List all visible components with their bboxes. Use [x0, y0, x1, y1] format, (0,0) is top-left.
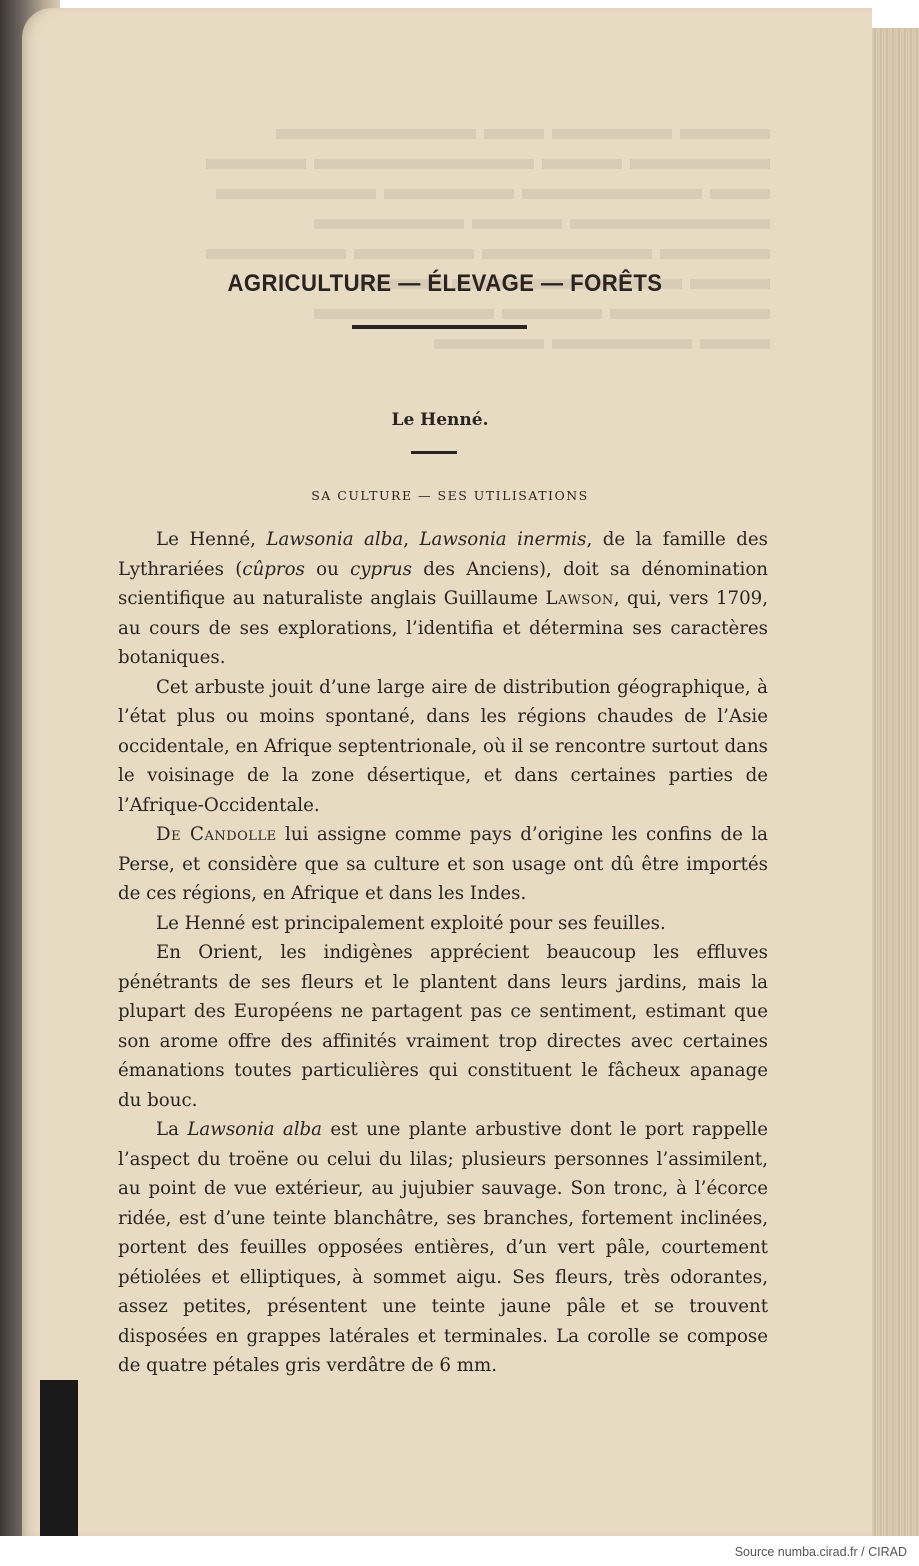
section-subtitle: SA CULTURE — SES UTILISATIONS	[311, 488, 589, 503]
chapter-title: AGRICULTURE — ÉLEVAGE — FORÊTS	[227, 270, 663, 297]
paragraph: Le Henné est principalement exploité pour ses feuilles.	[156, 912, 666, 934]
paragraph: La Lawsonia alba est une plante arbustive dont le port rappelle l’aspect du troëne ou celui du lilas; plusieurs personnes l’assimilent, au point de vue extérieur, au jujubier sauvage. Son tronc, à l’écorce ridée, est d’une teinte blanchâtre, ses branches, fortement inclinées, portent des feuilles opposées entières, d’un vert pâle, courtement pétiolées et elliptiques, à sommet aigu. Ses fleurs, très odorantes, assez petites, présentent une teinte jaune pâle et se trouvent disposées en grappes latérales et terminales. La corolle se compose de quatre pétales gris verdâtre de 6 mm.	[118, 1119, 769, 1376]
section-rule	[411, 451, 457, 454]
paragraph: Le Henné, Lawsonia alba, Lawsonia inermis, de la famille des Lythrariées (cûpros ou cyprus des Anciens), doit sa dénomination scientifique au naturaliste anglais Guillaume Lawson, qui, vers 1709, au cours de ses explorations, l’identifia et détermina ses caractères botaniques.	[118, 529, 769, 668]
section-title: Le Henné.	[391, 410, 489, 430]
show-through-text	[120, 120, 770, 370]
paragraph: Cet arbuste jouit d’une large aire de distribution géographique, à l’état plus ou moins spontané, dans les régions chaudes de l’Asie occidentale, en Afrique septentrionale, où il se rencontre surtout dans le voisinage de la zone désertique, et dans certaines parties de l’Afrique-Occidentale.	[118, 676, 768, 816]
paragraph: En Orient, les indigènes apprécient beaucoup les effluves pénétrants de ses fleurs et le plantent dans leurs jardins, mais la plupart des Européens ne partagent pas ce sentiment, estimant que son arome offre des affinités vraiment trop directes avec certaines émanations toutes particulières qui constituent le fâcheux apanage du bouc.	[118, 942, 768, 1111]
article-body	[118, 525, 768, 1381]
title-rule	[352, 325, 527, 329]
bookmark-ribbon	[40, 1380, 78, 1536]
source-credit: Source numba.cirad.fr / CIRAD	[734, 1545, 907, 1559]
paragraph: De Candolle lui assigne comme pays d’origine les confins de la Perse, et considère que sa culture et son usage ont dû être importés de ces régions, en Afrique et dans les Indes.	[118, 824, 769, 904]
